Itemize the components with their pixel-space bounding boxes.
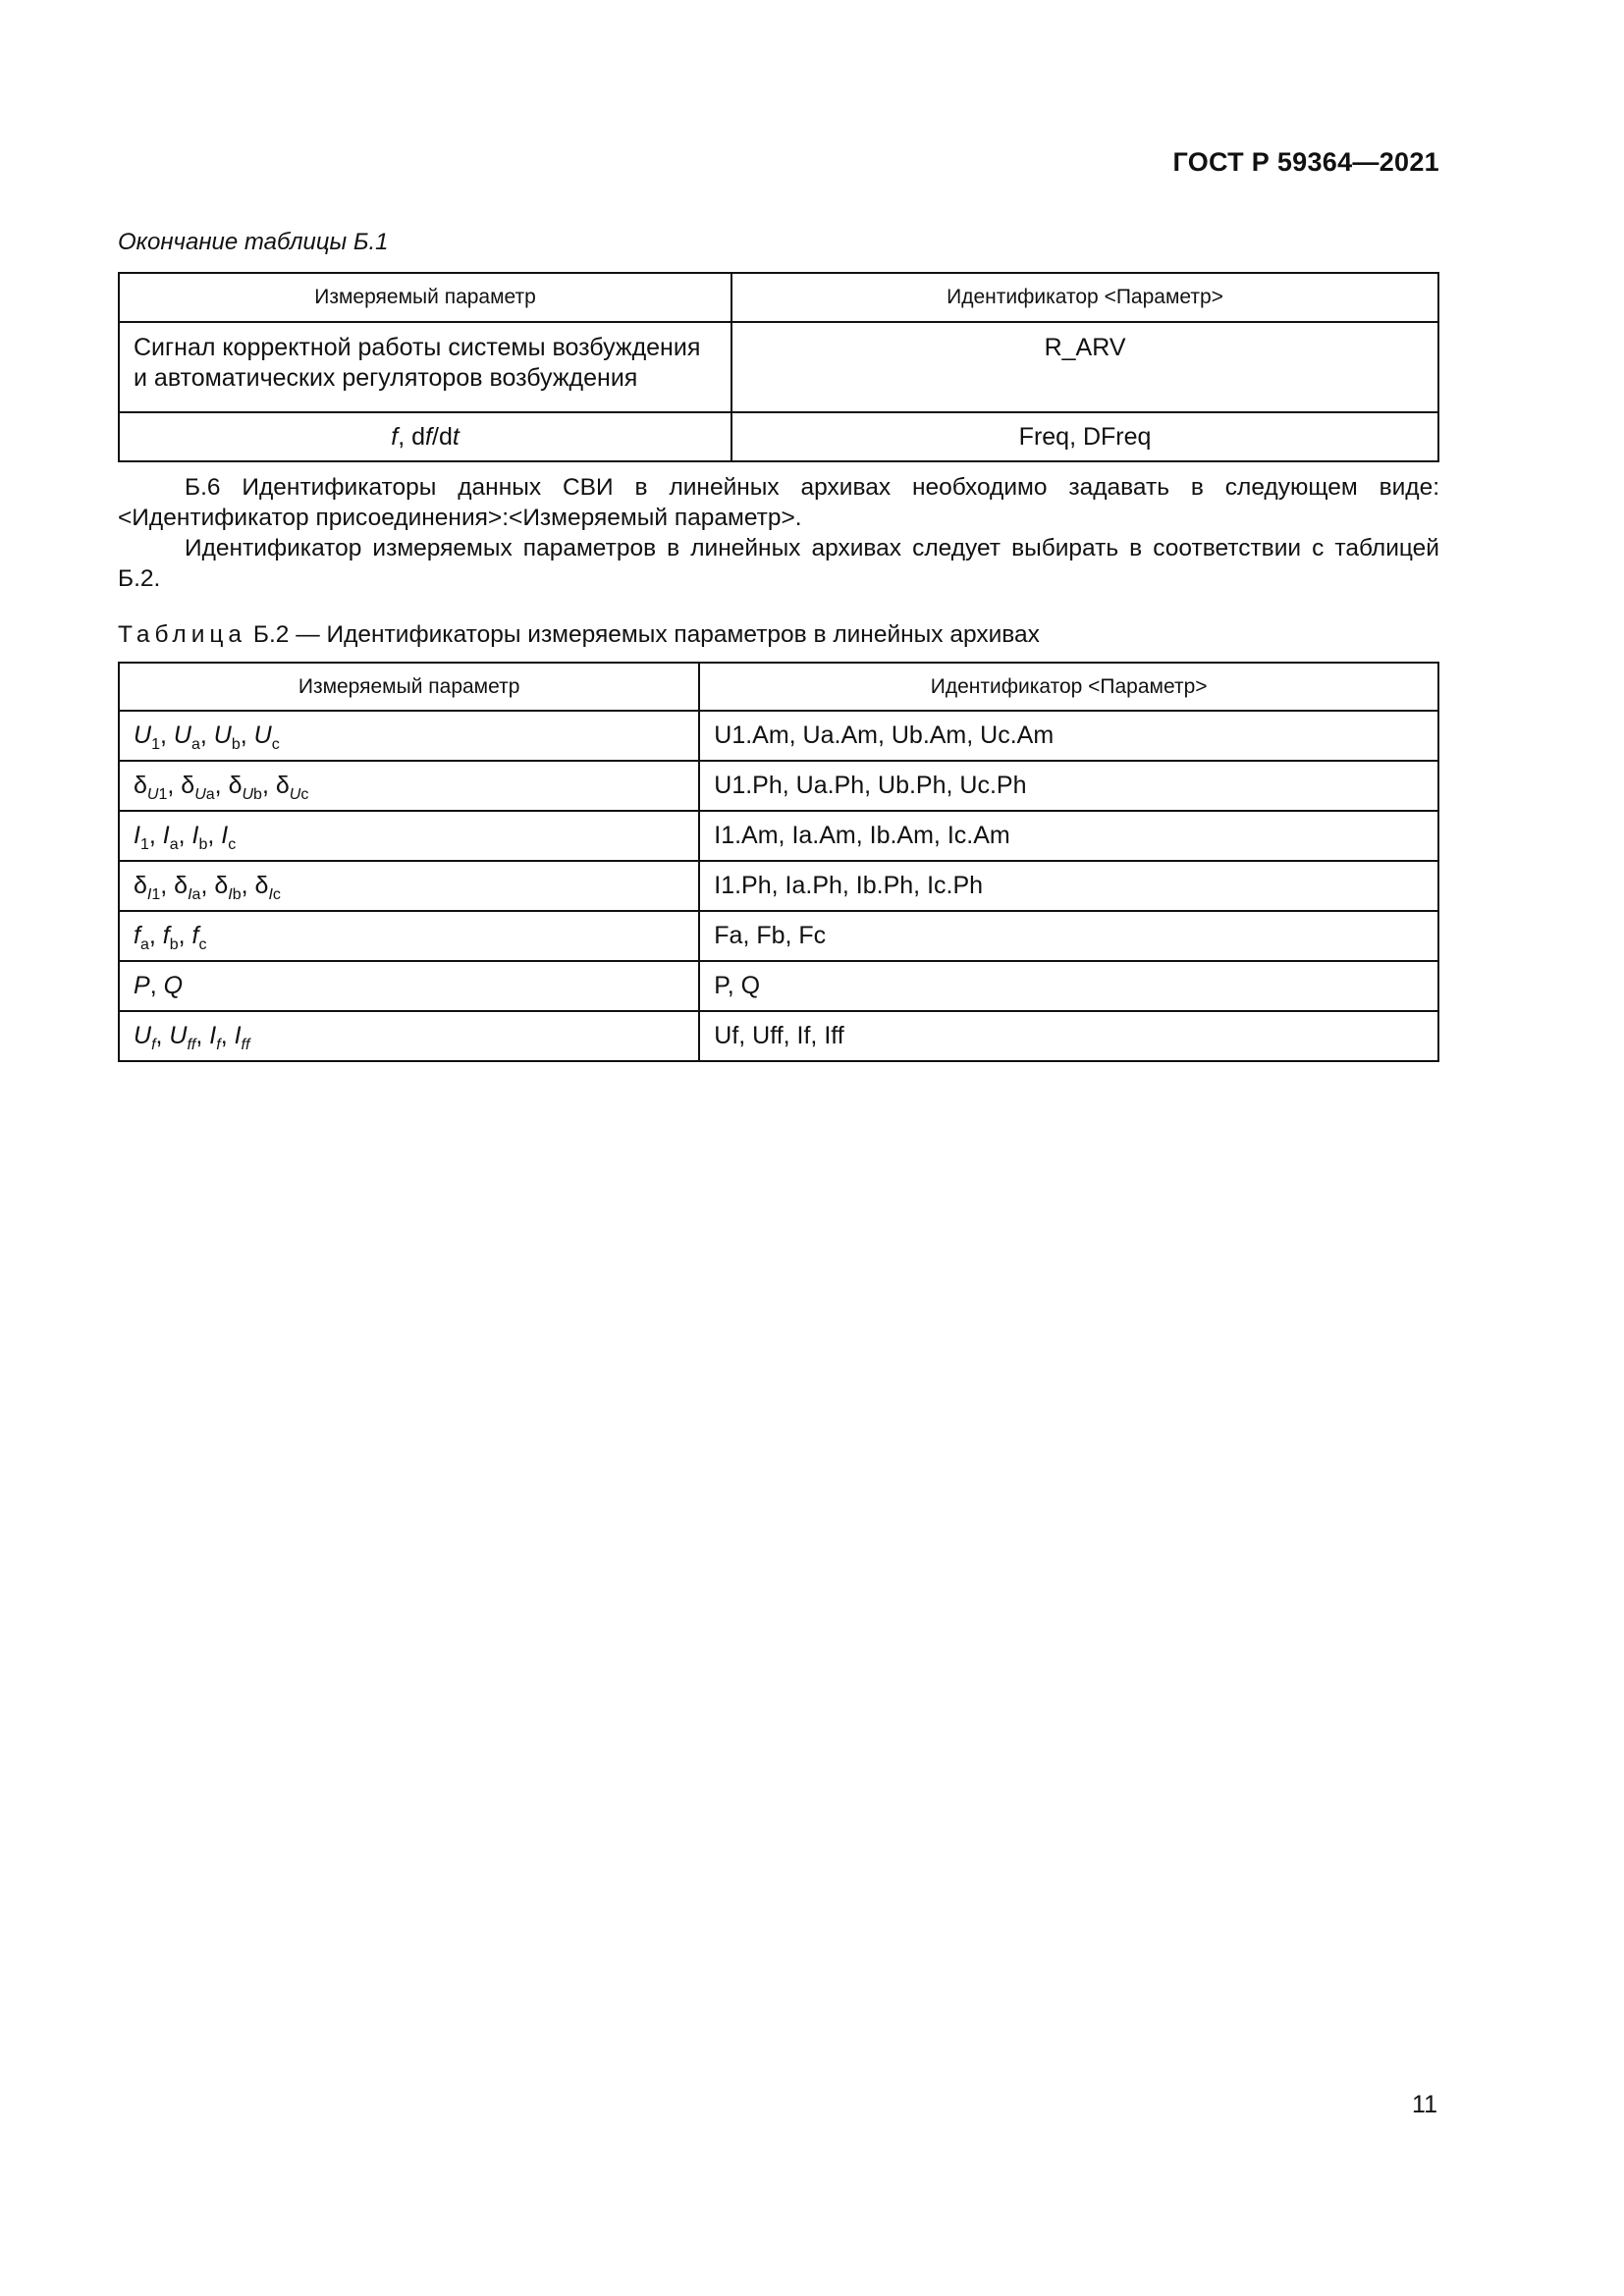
table-row xyxy=(119,412,1438,461)
param-cell: $I_1$, $I_a$, $I_b$, $I_c$ xyxy=(119,811,699,861)
table-row xyxy=(119,1011,1438,1061)
table-row xyxy=(119,861,1438,911)
param-text-line: Сигнал корректной работы системы возбуждения xyxy=(134,334,701,361)
column-header: Измеряемый параметр xyxy=(119,273,731,322)
param-text-line: и автоматических регуляторов возбуждения xyxy=(134,364,638,392)
table-row xyxy=(119,761,1438,811)
identifier-cell: Fa, Fb, Fc xyxy=(699,911,1438,961)
param-cell: $f_a$, $f_b$, $f_c$ xyxy=(119,911,699,961)
identifier-cell: Freq, DFreq xyxy=(731,412,1438,461)
identifier-cell: Uf, Uff, If, Iff xyxy=(699,1011,1438,1061)
identifier-cell: U1.Ph, Ua.Ph, Ub.Ph, Uc.Ph xyxy=(699,761,1438,811)
identifier-cell: R_ARV xyxy=(731,322,1438,412)
identifier-cell: I1.Ph, Ia.Ph, Ib.Ph, Ic.Ph xyxy=(699,861,1438,911)
table2-caption xyxy=(118,621,1040,649)
param-cell: f, df/dt xyxy=(119,412,731,461)
table-b2 xyxy=(118,662,1439,1062)
table-row xyxy=(119,711,1438,761)
table-header-row xyxy=(119,663,1438,711)
param-cell: $U_1$, $U_a$, $U_b$, $U_c$ xyxy=(119,711,699,761)
identifier-cell: P, Q xyxy=(699,961,1438,1011)
table1-caption: Окончание таблицы Б.1 xyxy=(118,229,389,255)
paragraph-identifier-choice: Идентификатор измеряемых параметров в линейных архивах следует выбирать в соответствии с таблицей Б.2. xyxy=(118,535,1439,592)
table2-caption-text: Б.2 — Идентификаторы измеряемых параметров в линейных архивах xyxy=(252,621,1040,648)
page-number: 11 xyxy=(1412,2091,1437,2118)
paragraph-b6: Б.6 Идентификаторы данных СВИ в линейных архивах необходимо задавать в следующем виде: <Идентификатор присоединения>:<Измеряемый параметр>. xyxy=(118,474,1439,531)
column-header: Измеряемый параметр xyxy=(119,663,699,711)
table-row xyxy=(119,322,1438,412)
table-row xyxy=(119,961,1438,1011)
identifier-cell: U1.Am, Ua.Am, Ub.Am, Uc.Am xyxy=(699,711,1438,761)
param-cell: $\delta_{I1}$, $\delta_{Ia}$, $\delta_{Ib}$, $\delta_{Ic}$ xyxy=(119,861,699,911)
table-row xyxy=(119,811,1438,861)
standard-code: ГОСТ Р 59364—2021 xyxy=(1172,147,1439,177)
column-header: Идентификатор <Параметр> xyxy=(731,273,1438,322)
table2-caption-label: Таблица xyxy=(118,621,247,648)
param-cell: P, Q xyxy=(119,961,699,1011)
column-header: Идентификатор <Параметр> xyxy=(699,663,1438,711)
param-cell: $U_f$, $U_{ff}$, $I_f$, $I_{ff}$ xyxy=(119,1011,699,1061)
param-cell: $\delta_{U1}$, $\delta_{Ua}$, $\delta_{Ub}$, $\delta_{Uc}$ xyxy=(119,761,699,811)
identifier-cell: I1.Am, Ia.Am, Ib.Am, Ic.Am xyxy=(699,811,1438,861)
table-b1-end xyxy=(118,272,1439,462)
table-row xyxy=(119,911,1438,961)
param-cell xyxy=(119,322,731,412)
table-header-row xyxy=(119,273,1438,322)
